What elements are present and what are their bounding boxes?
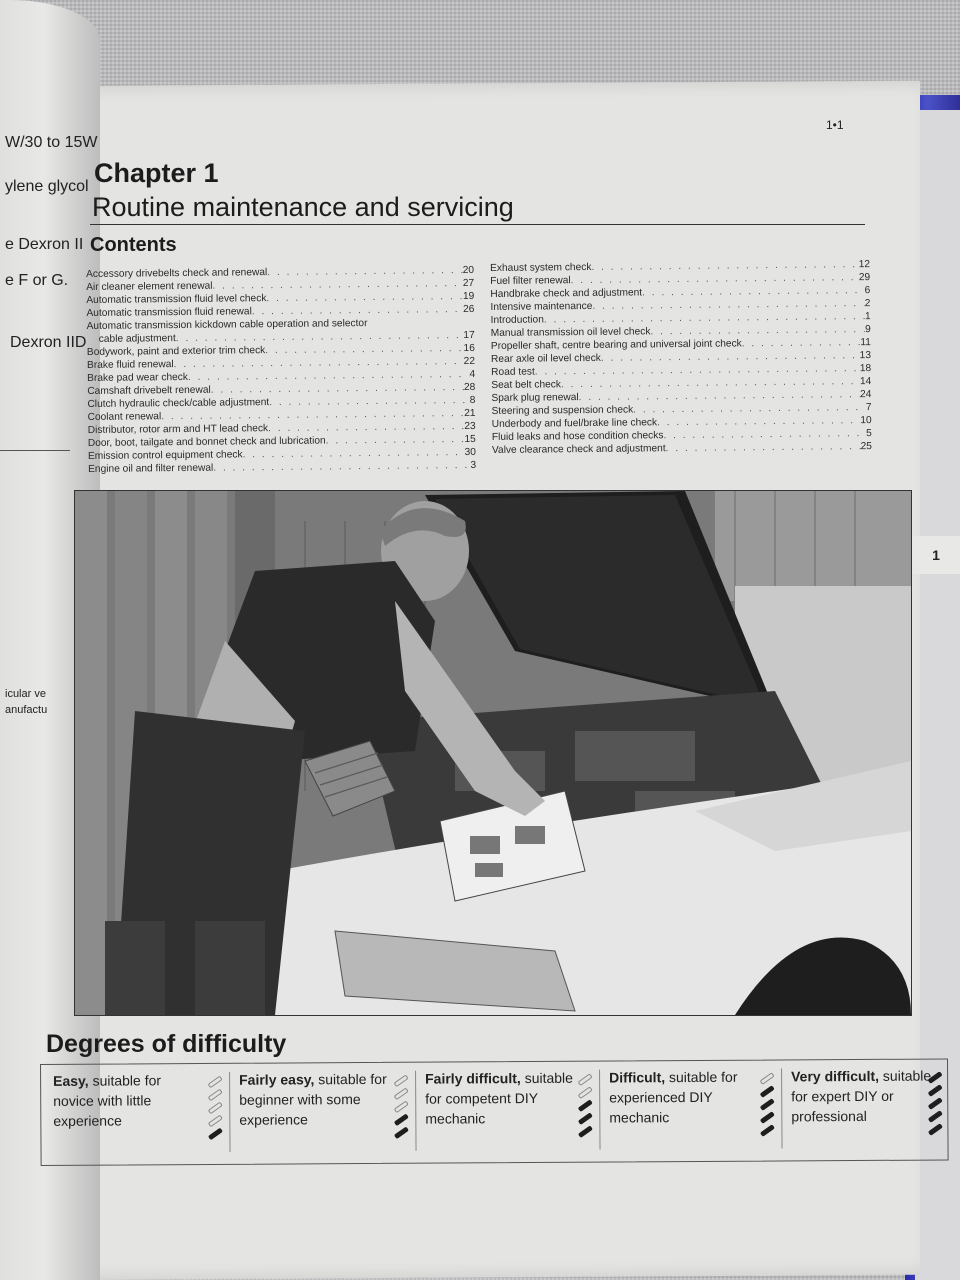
contents-entry-page: 4: [469, 368, 476, 380]
wrench-icon: [575, 1074, 595, 1144]
left-page-text: e Dexron II: [5, 236, 84, 253]
contents-entry-title: Bodywork, paint and exterior trim check: [86, 345, 266, 358]
mechanic-photo: [74, 490, 912, 1016]
difficulty-level-desc: suitable for expert DIY or professional: [791, 1067, 932, 1125]
contents-entry-title: Road test: [491, 366, 535, 378]
difficulty-level-name: Fairly easy,: [239, 1071, 315, 1088]
left-page-rule: [0, 450, 70, 451]
contents-entry-page: 12: [858, 259, 871, 271]
contents-entry-page: 21: [464, 407, 476, 420]
difficulty-heading: Degrees of difficulty: [46, 1030, 287, 1058]
difficulty-level-difficult: [609, 1067, 757, 1148]
contents-entry-page: 5: [866, 428, 872, 440]
contents-entry-title: Automatic transmission fluid level check: [86, 293, 267, 306]
contents-entry-title: Exhaust system check: [490, 261, 592, 274]
contents-entry-title: Introduction: [490, 314, 544, 326]
contents-entry-page: 3: [470, 459, 477, 471]
difficulty-level-desc: suitable for experienced DIY mechanic: [609, 1068, 738, 1126]
difficulty-level-desc: suitable for beginner with some experience: [239, 1070, 387, 1128]
contents-entry-page: 10: [860, 415, 872, 427]
contents-entry-page: 7: [865, 402, 872, 414]
difficulty-level-name: Easy,: [53, 1072, 89, 1089]
difficulty-level-easy: [53, 1070, 201, 1151]
contents-entry-page: 23: [464, 420, 476, 433]
contents-entry-page: 27: [462, 277, 475, 290]
wrench-icon: [205, 1076, 225, 1146]
contents-entry-title: Steering and suspension check: [491, 404, 634, 417]
contents-entry-title: Underbody and fuel/brake line check: [491, 417, 658, 430]
difficulty-level-name: Very difficult,: [791, 1067, 880, 1085]
difficulty-separator: [781, 1068, 782, 1148]
contents-entry-page: 24: [860, 389, 872, 401]
contents-entry-title: Clutch hydraulic check/cable adjustment: [87, 397, 270, 410]
difficulty-level-fairly-difficult: [425, 1068, 575, 1149]
contents-entry-leader: [742, 336, 861, 350]
difficulty-separator: [599, 1070, 600, 1150]
chapter-title: Chapter 1: [94, 158, 219, 188]
difficulty-separator: [229, 1072, 230, 1152]
contents-entry-title: Automatic transmission fluid renewal: [86, 306, 252, 319]
contents-entry-title: Distributor, rotor arm and HT lead check: [87, 423, 269, 436]
contents-entry-title: Automatic transmission kickdown cable operation and selector: [86, 318, 368, 332]
contents-entry-page: 20: [462, 264, 475, 277]
contents-entry-page: 28: [463, 381, 476, 394]
contents-entry-page: 14: [859, 376, 872, 388]
difficulty-separator: [415, 1071, 416, 1151]
contents-entry-title: Fuel filter renewal: [490, 275, 571, 287]
wrench-icon: [391, 1075, 411, 1145]
chapter-side-tab: 1: [912, 536, 960, 574]
contents-entry-page: 26: [463, 303, 475, 316]
contents-entry-page: 18: [859, 363, 872, 375]
difficulty-level-very-difficult: [791, 1066, 933, 1147]
contents-entry-page: 17: [463, 329, 475, 342]
contents-entry-title: Coolant renewal: [87, 411, 162, 423]
left-page-text: W/30 to 15W: [5, 134, 98, 151]
contents-entry-title: Camshaft drivebelt renewal: [87, 384, 211, 397]
contents-entry-title: Propeller shaft, centre bearing and universal joint check: [490, 338, 742, 352]
wrench-icon: [925, 1071, 945, 1141]
contents-entry-title: Brake pad wear check: [87, 371, 189, 384]
left-page-text: ylene glycol: [5, 178, 89, 195]
contents-entry-page: 25: [860, 441, 873, 453]
contents-entry-leader: [252, 303, 463, 318]
contents-list-right: [490, 258, 872, 457]
contents-entry-page: 15: [464, 433, 476, 446]
title-rule: [90, 224, 865, 225]
contents-entry-title: Engine oil and filter renewal: [88, 462, 214, 475]
contents-entry-page: 13: [859, 350, 872, 362]
contents-entry-page: 16: [463, 342, 475, 355]
contents-entry-title: Valve clearance check and adjustment: [491, 443, 666, 456]
contents-entry-title: Accessory drivebelts check and renewal: [86, 267, 268, 280]
difficulty-level-fairly-easy: [239, 1069, 389, 1150]
left-page-text: Dexron IID: [10, 334, 87, 351]
left-page-text: anufactu: [5, 704, 48, 716]
left-page-text: e F or G.: [5, 272, 69, 289]
contents-entry-title: Rear axle oil level check: [490, 352, 601, 365]
contents-entry-page: 11: [860, 337, 871, 349]
page-number: 1•1: [826, 118, 844, 132]
contents-entry-title: Manual transmission oil level check: [490, 326, 651, 339]
contents-entry-page: 29: [858, 272, 871, 284]
contents-entry-page: 19: [462, 290, 475, 303]
contents-entry-page: 9: [864, 324, 871, 336]
chapter-subtitle: Routine maintenance and servicing: [92, 192, 514, 222]
contents-entry-title: Air cleaner element renewal: [86, 280, 213, 293]
contents-heading: Contents: [90, 234, 177, 256]
difficulty-level-name: Fairly difficult,: [425, 1070, 521, 1087]
contents-entry-page: 1: [864, 311, 871, 323]
difficulty-level-name: Difficult,: [609, 1069, 666, 1086]
contents-entry-title: Handbrake check and adjustment: [490, 287, 643, 300]
contents-entry-page: 30: [464, 446, 477, 459]
contents-entry-leader: [213, 459, 470, 475]
contents-entry-page: 6: [864, 285, 871, 297]
difficulty-legend: [40, 1058, 949, 1166]
contents-entry-page: 22: [463, 355, 476, 368]
difficulty-level-desc: suitable for competent DIY mechanic: [425, 1069, 573, 1127]
contents-entry-title: Emission control equipment check: [87, 449, 243, 462]
contents-list-left: [86, 264, 476, 476]
contents-entry-page: 2: [864, 298, 871, 310]
contents-entry-title: Intensive maintenance: [490, 300, 593, 313]
wrench-icon: [757, 1072, 777, 1142]
contents-entry-title: Fluid leaks and hose condition checks: [491, 430, 664, 443]
contents-entry-title: Seat belt check: [491, 379, 562, 391]
contents-entry-title: Spark plug renewal: [491, 392, 579, 404]
contents-entry-title: cable adjustment: [98, 333, 176, 345]
contents-entry-page: 8: [469, 394, 476, 406]
contents-entry-title: Door, boot, tailgate and bonnet check and lubrication: [87, 435, 326, 449]
contents-entry-leader: [666, 440, 861, 455]
contents-entry-title: Brake fluid renewal: [86, 359, 174, 371]
left-page-text: icular ve: [5, 688, 46, 700]
difficulty-level-desc: suitable for novice with little experience: [53, 1072, 162, 1129]
